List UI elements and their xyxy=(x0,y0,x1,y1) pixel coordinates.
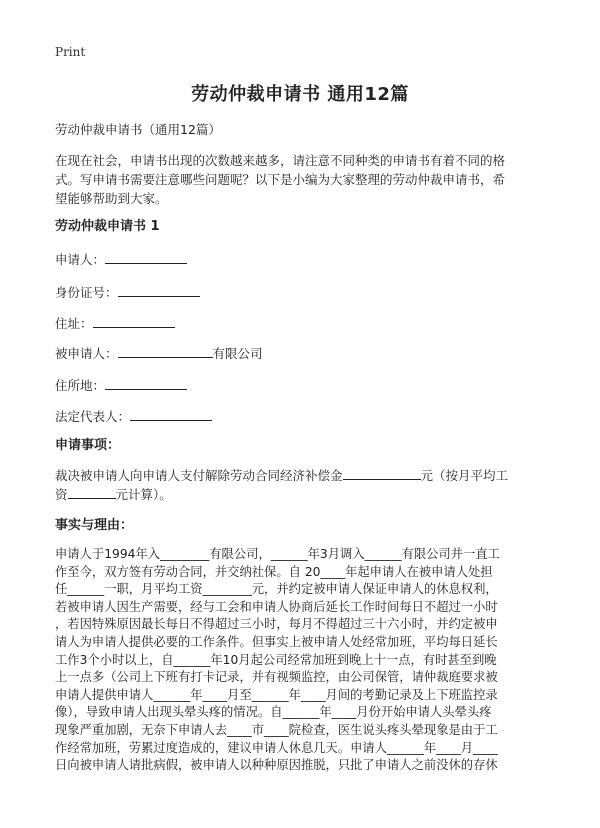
facts-line: 像），导致申请人出现头晕头疼的情况。自______年____月份开始申请人头晕头疼 xyxy=(55,705,492,720)
respondent-field xyxy=(55,344,263,362)
document-title: 劳动仲裁申请书 通用12篇 xyxy=(191,84,409,105)
facts-line: 日向被申请人请批病假，被申请人以种种原因推脱，只批了申请人之前没休的存休 xyxy=(55,758,498,773)
address-blank xyxy=(93,315,175,328)
compensation-blank xyxy=(343,467,421,480)
intro-line: 式。写申请书需要注意哪些问题呢？以下是小编为大家整理的劳动仲裁申请书，希 xyxy=(55,172,506,187)
wage-blank xyxy=(68,486,116,499)
facts-line: 工作3个小时以上，自______年10月起公司经常加班到晚上十一点，有时甚至到晚 xyxy=(55,652,497,667)
respondent-label: 被申请人： xyxy=(55,346,118,361)
facts-line: 作至今，双方签有劳动合同，并交纳社保。自 20____年起申请人在被申请人处担 xyxy=(55,564,493,579)
print-link[interactable]: Print xyxy=(55,45,86,59)
claims-line: 裁决被申请人向申请人支付解除劳动合同经济补偿金 元（按月平均工 xyxy=(55,468,509,483)
residence-field xyxy=(55,376,187,394)
facts-line: 作经常加班，劳累过度造成的，建议申请人休息几天。申请人______年____月____ xyxy=(55,740,498,755)
facts-line: 申请人提供申请人______年____月至______年____月间的考勤记录及上下班监控录 xyxy=(55,687,498,702)
address-label: 住址： xyxy=(55,316,93,331)
facts-line: 任______一职，月平均工资________元，并约定被申请人保证申请人的休息权利， xyxy=(55,582,498,597)
facts-line: ，若因特殊原因最长每日不得超过三小时，每月不得超过三十六小时，并约定被申 xyxy=(55,617,498,632)
respondent-blank xyxy=(118,345,213,358)
facts-line: 请人为申请人提供必要的工作条件。但事实上被申请人处经常加班，平均每日延长 xyxy=(55,634,498,649)
applicant-label: 申请人： xyxy=(55,252,106,267)
id-number-label: 身份证号： xyxy=(55,285,118,300)
legal-rep-field xyxy=(55,407,212,425)
residence-blank xyxy=(105,377,187,390)
facts-paragraph xyxy=(55,546,547,775)
document-subtitle: 劳动仲裁申请书（通用12篇） xyxy=(55,122,221,137)
intro-paragraph xyxy=(55,151,555,208)
facts-line: 现象严重加剧，无奈下申请人去____市____院检查，医生说头疼头晕现象是由于工 xyxy=(55,722,498,737)
residence-label: 住所地： xyxy=(55,378,106,393)
respondent-suffix: 有限公司 xyxy=(212,346,263,361)
facts-line: 若被申请人因生产需要，经与工会和申请人协商后延长工作时间每日不超过一小时 xyxy=(55,599,498,614)
facts-line: 上一点多（公司上下班有打卡记录，并有视频监控，由公司保管，请仲裁庭要求被 xyxy=(55,670,498,685)
intro-line: 在现在社会，申请书出现的次数越来越多，请注意不同种类的申请书有着不同的格 xyxy=(55,153,506,168)
claims-paragraph xyxy=(55,466,555,504)
intro-line: 望能够帮助到大家。 xyxy=(55,191,168,206)
address-field xyxy=(55,314,175,332)
claims-heading: 申请事项： xyxy=(55,438,121,453)
facts-heading: 事实与理由： xyxy=(55,518,134,533)
applicant-blank xyxy=(105,251,187,264)
section-heading: 劳动仲裁申请书 1 xyxy=(55,219,160,234)
facts-line: 申请人于1994年入________有限公司，______年3月调入______有限公司并一直工 xyxy=(55,547,500,561)
id-number-blank xyxy=(118,284,200,297)
applicant-field xyxy=(55,250,187,268)
legal-rep-blank xyxy=(130,408,212,421)
claims-line: 资 元计算）。 xyxy=(55,487,172,502)
id-number-field xyxy=(55,283,200,301)
legal-rep-label: 法定代表人： xyxy=(55,409,131,424)
